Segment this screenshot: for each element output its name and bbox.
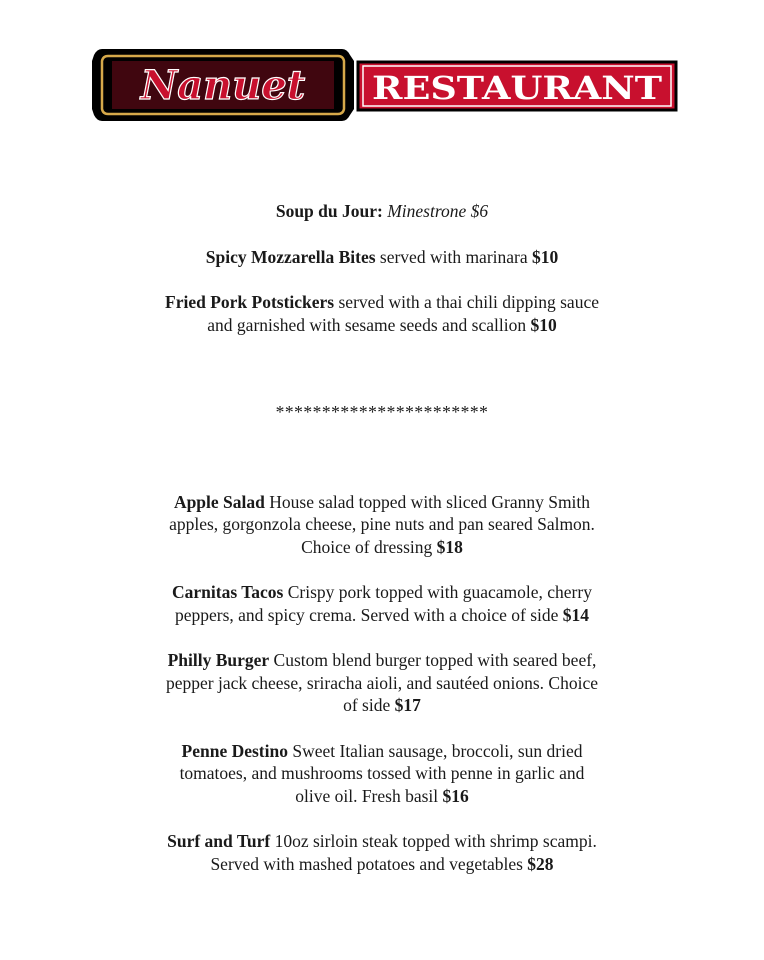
item-price: $10 [530, 314, 557, 335]
item-name: Carnitas Tacos [172, 582, 284, 602]
item-desc: Custom blend burger topped with seared beef, [269, 650, 597, 670]
item-desc: served with marinara [375, 246, 532, 267]
item-price: $17 [394, 695, 421, 715]
item-desc: peppers, and spicy crema. Served with a choice of side [174, 604, 563, 625]
item-desc: apples, gorgonzola cheese, pine nuts and pan seared Salmon. [169, 514, 595, 534]
menu-item-penne-destino [40, 740, 724, 808]
item-desc: of side [343, 695, 395, 715]
item-name: Soup du Jour: [275, 201, 383, 221]
restaurant-logo [92, 45, 678, 125]
section-divider: *********************** [275, 402, 489, 422]
item-desc: Crispy pork topped with guacamole, cherry [283, 582, 592, 602]
logo-block-text: RESTAURANT [372, 69, 663, 107]
item-price: $16 [442, 785, 469, 806]
menu-item-philly-burger [40, 649, 724, 717]
item-desc: Sweet Italian sausage, broccoli, sun dried [287, 740, 583, 761]
menu-item-potstickers [40, 291, 724, 336]
item-price: $28 [527, 853, 554, 874]
item-desc: pepper jack cheese, sriracha aioli, and sautéed onions. Choice [166, 672, 598, 693]
item-name: Apple Salad [173, 491, 265, 512]
main-specials [40, 491, 724, 876]
item-name: Surf and Turf [167, 831, 271, 851]
item-desc: and garnished with sesame seeds and scallion [207, 314, 531, 335]
logo-script-text: Nanuet [140, 62, 306, 109]
item-desc: Choice of dressing [301, 536, 437, 557]
logo-graphic [92, 45, 678, 125]
menu-item-apple-salad [40, 491, 724, 559]
item-price: $10 [532, 246, 559, 267]
menu-item-soup [40, 200, 724, 223]
item-name: Penne Destino [181, 740, 288, 761]
item-desc: tomatoes, and mushrooms tossed with penne in garlic and [179, 763, 585, 783]
item-desc: House salad topped with sliced Granny Smith [264, 491, 591, 512]
item-desc: 10oz sirloin steak topped with shrimp scampi. [270, 831, 597, 851]
item-price: $18 [436, 536, 463, 557]
item-desc: served with a thai chili dipping sauce [334, 292, 599, 312]
item-name: Fried Pork Potstickers [165, 292, 335, 312]
menu-item-mozzarella-bites [40, 246, 724, 269]
item-desc: Served with mashed potatoes and vegetables [210, 853, 528, 874]
item-desc: olive oil. Fresh basil [295, 785, 443, 806]
menu-body [40, 200, 724, 875]
menu-item-surf-and-turf [40, 830, 724, 875]
item-name: Philly Burger [167, 650, 270, 670]
item-desc: Minestrone $6 [382, 201, 489, 221]
item-name: Spicy Mozzarella Bites [205, 246, 376, 267]
item-price: $14 [562, 604, 590, 625]
menu-item-carnitas-tacos [40, 581, 724, 626]
